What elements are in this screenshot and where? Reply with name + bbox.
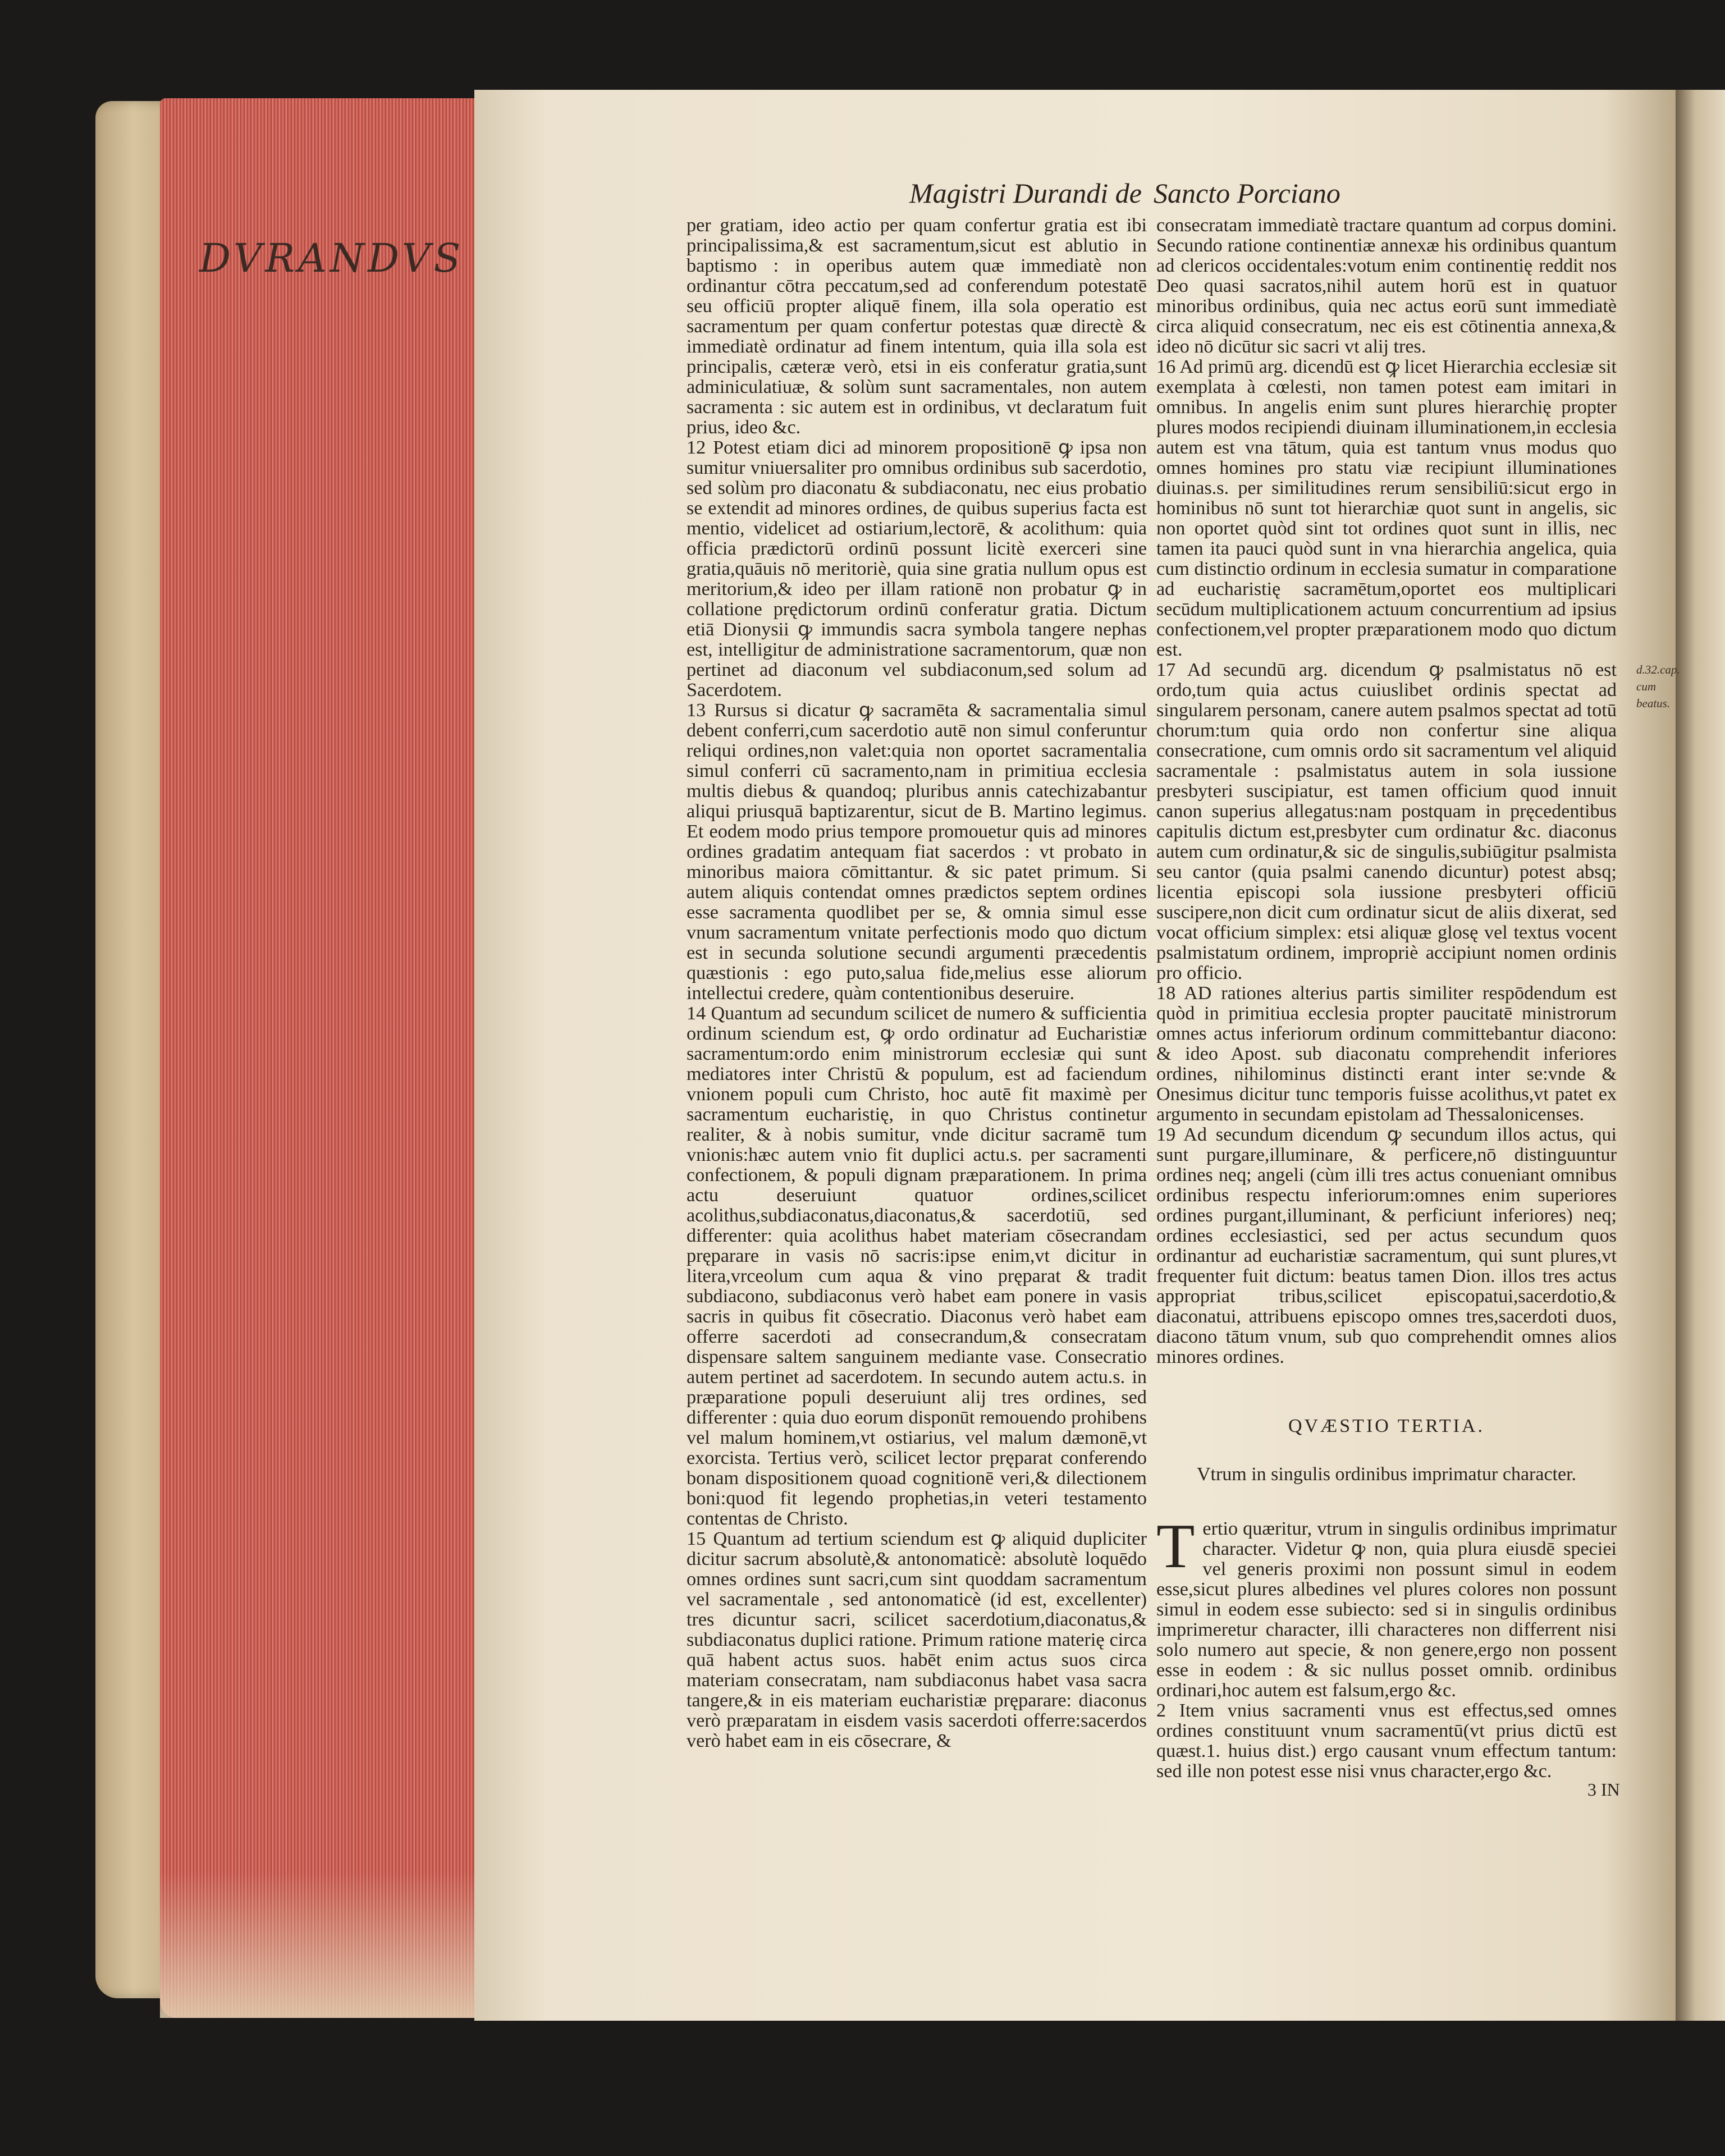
signature-mark: 3 IN [1587, 1779, 1620, 1800]
paragraph: per gratiam, ideo actio per quam confertur gratia est ibi principalissima,& est sacramentum,sicut est ablutio in baptismo : in operibus autem quæ immediatè non ordinantur cōtra peccatum,sed ad conferendum potestatē seu officiū propter aliquē finem, illa sola operatio est sacramentum per quam confertur potestas quæ directè & immediatè ordinatur ad finem intentum, quia illa sola est principalis, cæteræ verò, etsi in eis conferatur gratia,sunt adminiculatiuæ, & solùm sunt sacramentales, non autem sacramenta : sic autem est in ordinibus, vt declaratum fuit prius, ideo &c. [687, 216, 1147, 438]
paragraph: 2 Item vnius sacramenti vnus est effectus,sed omnes ordines constituunt vnum sacramentū(vt prius dictū est quæst.1. huius dist.) ergo causant vnum effectum tantum: sed ille non potest esse nisi vnus character,ergo &c. [1156, 1700, 1617, 1782]
running-header-right: Sancto Porciano [1154, 177, 1340, 209]
question-text [1156, 1519, 1617, 1782]
question-subtitle: Vtrum in singulis ordinibus imprimatur character. [1196, 1464, 1577, 1485]
paragraph: 13 Rursus si dicatur ꝙ sacramēta & sacramentalia simul debent conferri,cum sacerdotio autē non simul conferuntur reliqui ordines,non valet:quia non oportet sacramentalia simul conferri cū sacramento,nam in primitiua ecclesia multis diebus & quandoq; pluribus annis catechizabantur aliqui priusquā baptizarentur, sicut de B. Martino legimus. Et eodem modo prius tempore promouetur quis ad minores ordines gradatim antequam fiat sacerdos : vt probato in minoribus maiora cōmittantur. & sic patet primum. Si autem aliquis contendat omnes prædictos septem ordines esse sacramenta quodlibet per se, & omnia simul esse vnum sacramentum vnitate perfectionis modo quo dictum est in secunda solutione secundi argumenti præcedentis quæstionis : ego puto,salua fide,melius esse aliorum intellectui credere, quàm contentionibus deseruire. [687, 700, 1147, 1004]
paragraph: 18 AD rationes alterius partis similiter respōdendum est quòd in primitiua ecclesia propter paucitatē ministrorum omnes actus inferiorum ordinum committebantur diacono: & ideo Apost. sub diaconatu comprehendit inferiores ordines, nihilominus distincti erant inter se:vnde & Onesimus dicitur tunc temporis fuisse acolithus,vt patet ex argumento in secundam epistolam ad Thessalonicenses. [1156, 983, 1617, 1125]
paragraph: 15 Quantum ad tertium sciendum est ꝙ aliquid dupliciter dicitur sacrum absolutè,& antonomaticè: absolutè loquēdo omnes ordines sunt sacri,cum sint quoddam sacramentum vel sacramentale , sed antonomaticè (id est, excellenter) tres dicuntur sacri, scilicet sacerdotium,diaconatus,& subdiaconatus duplici ratione. Primum ratione materię circa quā habent actus suos. habēt enim actus suos circa materiam consecratam, nam subdiaconus habet vasa sacra tangere,& in eis materiam eucharistiæ pręparare: diaconus verò præparatam in eisdem vasis sacerdoti offerre:sacerdos verò habet eam in eis cōsecrare, & [687, 1528, 1147, 1751]
question-title: QVÆSTIO TERTIA. [1288, 1416, 1485, 1436]
page-fore-edge [160, 98, 477, 2018]
paragraph: consecratam immediatè tractare quantum ad corpus domini. Secundo ratione continentiæ annexæ his ordinibus quantum ad clericos occidentales:votum enim continentię reddit nos Deo quasi sacratos,nihil autem horū est in quatuor minoribus ordinibus, quia nec actus eorū sunt immediatè circa aliquid consecratum, nec eis est cōtinentia annexa,& ideo nō dicūtur sic sacri vt alij tres. [1156, 216, 1617, 357]
paragraph: ertio quæritur, vtrum in singulis ordinibus imprimatur character. Videtur ꝙ non, quia plura eiusdē speciei vel generis proximi non possunt simul in eodem esse,sicut plures albedines vel plures colores non possunt simul in eodem esse subiecto: sed si in singulis ordinibus imprimeretur character, illi characteres non differrent nisi solo numero aut specie, & non genere,ergo non possent esse in eodem : & sic nullus posset omnib. ordinibus ordinari,hoc autem est falsum,ergo &c. [1156, 1519, 1617, 1701]
facing-page-edge [1676, 90, 1725, 2021]
running-header-left: Magistri Durandi de [909, 177, 1142, 209]
paragraph: 14 Quantum ad secundum scilicet de numero & sufficientia ordinum sciendum est, ꝙ ordo ordinatur ad Eucharistiæ sacramentum:ordo enim ministrorum ecclesiæ qui sunt mediatores inter Christū & populum, est ad faciendum vnionem populi cum Christo, hoc autē fit maximè per sacramentum eucharistię, in quo Christus continetur realiter, & à nobis sumitur, vnde dicitur sacramē tum vnionis:hæc autem vnio fit duplici actu.s. per sacramenti confectionem, & populi dignam præparationem. In prima actu deseruiunt quatuor ordines,scilicet acolithus,subdiaconatus,diaconatus,& sacerdotiū, sed differenter: quia acolithus habet materiam cōsecrandam pręparare in vasis nō sacris:ipse enim,vt dicitur in litera,vrceolum cum aqua & vino pręparat & tradit subdiacono, subdiaconus verò habet eam ponere in vasis sacris in quibus fit cōsecratio. Diaconus verò habet eam offerre sacerdoti ad consecrandum,& consecratam dispensare saltem sanguinem mediante vase. Consecratio autem pertinet ad sacerdotem. In secundo autem actu.s. in præparatione populi deseruiunt alij tres ordines, sed differenter : quia duo eorum disponūt remouendo prohibens vel malum hominem,vt ostiarius, vel malum dæmonē,vt exorcista. Tertius verò, scilicet lector pręparat conferendo bonam dispositionem quoad cognitionē veri,& dilectionem boni:quod fit legendo prophetias,in veteri testamento contentas de Christo. [687, 1003, 1147, 1529]
text-column-left [687, 216, 1147, 2034]
spine-handwritten-label: DVRANDVS [199, 235, 464, 281]
text-column-right [1156, 216, 1617, 1367]
paragraph: 12 Potest etiam dici ad minorem propositionē ꝙ ipsa non sumitur vniuersaliter pro omnibus ordinibus sub sacerdotio, sed solùm pro diaconatu & subdiaconatu, nec eius probatio se extendit ad minores ordines, de quibus superius facta est mentio, videlicet ad ostiarium,lectorē, & acolithum: quia officia prædictorū ordinū possunt licitè exerceri sine gratia,quāuis nō meritoriè, quia sine gratia nullum opus est meritorium,& ideo per illam rationē non probatur ꝙ in collatione prędictorum ordinū conferatur gratia. Dictum etiā Dionysii ꝙ immundis sacra symbola tangere nephas est, intelligitur de administratione sacramentorum, quæ non pertinet ad diaconum vel subdiaconum,sed solum ad Sacerdotem. [687, 437, 1147, 701]
marginal-note: d.32.cap. cum beatus. [1636, 663, 1680, 710]
paragraph: 16 Ad primū arg. dicendū est ꝙ licet Hierarchia ecclesiæ sit exemplata à cœlesti, non tamen potest eam imitari in omnibus. In angelis enim sunt plures hierarchię propter plures modos recipiendi diuinam illuminationem,in ecclesia autem est vna tātum, quia est tantum vnus modus quo omnes homines pro statu viæ recipiunt illuminationes diuinas.s. per similitudines rerum sensibiliū:sicut ergo in hominibus nō sunt tot hierarchiæ quot sunt in angelis, sic non oportet quòd sint tot ordines quot sunt in illis, nec tamen ita pauci quòd sunt in vna hierarchia angelica, quia cum distinctio ordinum in ecclesia sumatur in comparatione ad eucharistię sacramētum,oportet eos multiplicari secūdum multiplicationem actuum concurrentium ad ipsius confectionem,vel propter præparationem modo quo dictum est. [1156, 356, 1617, 660]
drop-cap: T [1156, 1519, 1195, 1581]
paragraph: 19 Ad secundum dicendum ꝙ secundum illos actus, qui sunt purgare,illuminare, & perficere,nō distinguuntur ordines neq; angeli (cùm illi tres actus conueniant omnibus ordinibus respectu inferiorum:omnes enim superiores ordines purgant,illuminant, & perficiunt inferiores) neq; ordines ecclesiastici, sed per actus secundum quos ordinantur ad eucharistiæ sacramentum, qui sunt plures,vt frequenter fuit dictum: beatus tamen Dion. illos tres actus appropriat tribus,scilicet episcopatui,sacerdotio,& diaconatui, attribuens episcopo omnes tres,sacerdoti duos, diacono tātum vnum, sub quo comprehendit omnes alios minores ordines. [1156, 1124, 1617, 1367]
paragraph: 17 Ad secundū arg. dicendum ꝙ psalmistatus nō est ordo,tum quia actus cuiuslibet ordinis spectat ad singularem personam, canere autem psalmos spectat ad totū chorum:tum quia ordo non confertur sine aliqua consecratione, cum omnis ordo sit sacramentum vel aliquid sacramentale : psalmistatus autem in sola iussione presbyteri suscipiatur, est tamen officium quod innuit canon superius allegatus:nam postquam in pręcedentibus capitulis dictum est,presbyter cum ordinatur &c. diaconus autem cum ordinatur,& sic de singulis,subiūgitur psalmista seu cantor (quia psalmi canendo dicuntur) potest absq; licentia episcopi sola iussione presbyteri officiū suscipere,non dicit cum ordinatur sicut de aliis dixerat, sed vocat officium simplex: etsi aliquæ glosę vel textus vocent psalmistatum ordinem, impropriè accipiunt nomen ordinis pro officio. [1156, 660, 1617, 983]
